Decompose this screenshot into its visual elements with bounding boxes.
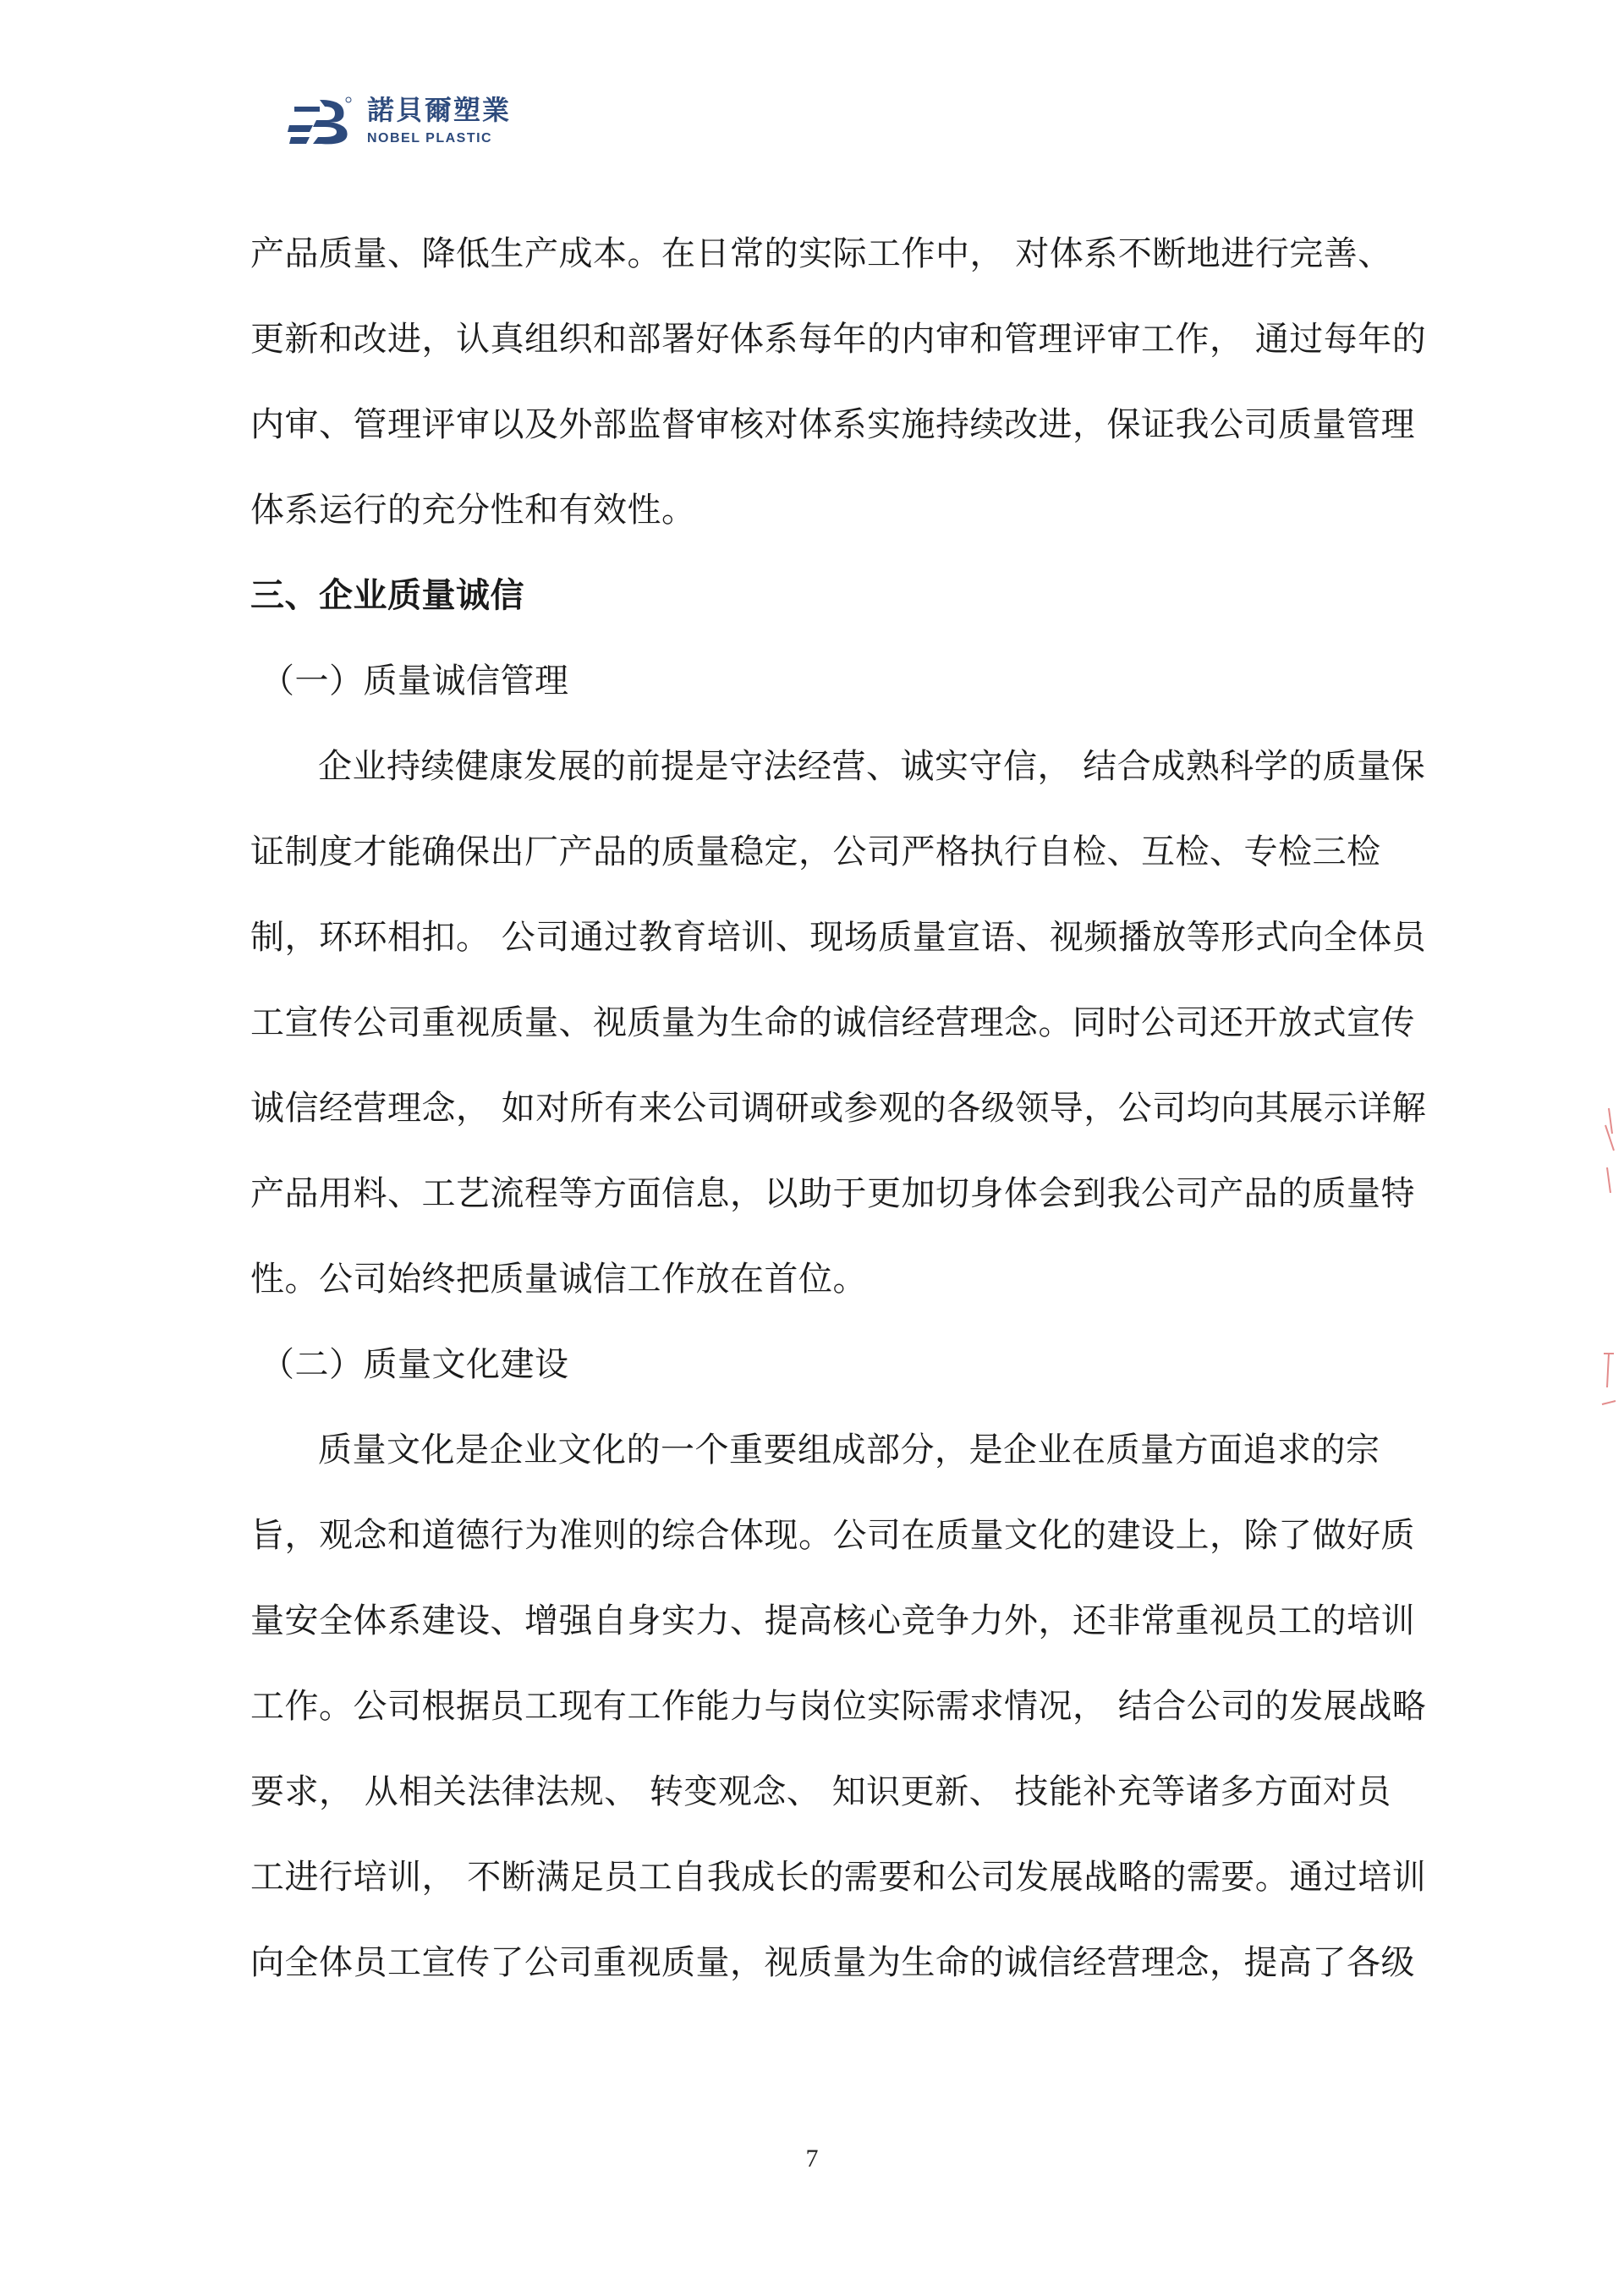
body-line: 产品用料、工艺流程等方面信息，以助于更加切身体会到我公司产品的质量特	[250, 1174, 1415, 1213]
body-line: 向全体员工宣传了公司重视质量，视质量为生命的诚信经营理念，提高了各级	[250, 1943, 1415, 1982]
body-line: 体系运行的充分性和有效性。	[250, 491, 696, 530]
logo-english-name: NOBEL PLASTIC	[367, 130, 493, 146]
body-line: 更新和改进，认真组织和部署好体系每年的内审和管理评审工作， 通过每年的	[250, 320, 1427, 359]
body-line: 产品质量、降低生产成本。在日常的实际工作中， 对体系不断地进行完善、	[250, 234, 1392, 273]
body-line: 内审、管理评审以及外部监督审核对体系实施持续改进，保证我公司质量管理	[250, 405, 1415, 444]
body-line: 要求， 从相关法律法规、 转变观念、 知识更新、 技能补充等诸多方面对员	[250, 1772, 1391, 1811]
company-logo	[288, 95, 511, 147]
body-line: 旨，观念和道德行为准则的综合体现。公司在质量文化的建设上，除了做好质	[250, 1516, 1415, 1555]
seal-edge-fragment	[1583, 1100, 1617, 1438]
body-line: 量安全体系建设、增强自身实力、提高核心竞争力外，还非常重视员工的培训	[250, 1601, 1415, 1640]
body-line: 制，环环相扣。 公司通过教育培训、现场质量宣语、视频播放等形式向全体员	[250, 918, 1427, 957]
section-heading: 三、企业质量诚信	[250, 576, 524, 615]
body-line: 工作。公司根据员工现有工作能力与岗位实际需求情况， 结合公司的发展战略	[250, 1687, 1427, 1726]
body-line: 证制度才能确保出厂产品的质量稳定，公司严格执行自检、互检、专检三检	[250, 832, 1381, 871]
body-line: 诚信经营理念， 如对所有来公司调研或参观的各级领导，公司均向其展示详解	[250, 1089, 1427, 1128]
subsection-heading: （二）质量文化建设	[261, 1345, 569, 1384]
body-line: 企业持续健康发展的前提是守法经营、诚实守信， 结合成熟科学的质量保	[318, 747, 1426, 786]
subsection-heading: （一）质量诚信管理	[261, 662, 569, 700]
body-line: 质量文化是企业文化的一个重要组成部分，是企业在质量方面追求的宗	[318, 1431, 1380, 1469]
nobel-logo-icon	[288, 95, 355, 147]
page-number: 7	[805, 2145, 819, 2172]
body-line: 工进行培训， 不断满足员工自我成长的需要和公司发展战略的需要。通过培训	[250, 1858, 1427, 1897]
body-line: 性。公司始终把质量诚信工作放在首位。	[250, 1260, 867, 1299]
document-body	[250, 211, 1427, 2006]
logo-chinese-name: 諾貝爾塑業	[367, 94, 512, 127]
body-line: 工宣传公司重视质量、视质量为生命的诚信经营理念。同时公司还开放式宣传	[250, 1003, 1415, 1042]
